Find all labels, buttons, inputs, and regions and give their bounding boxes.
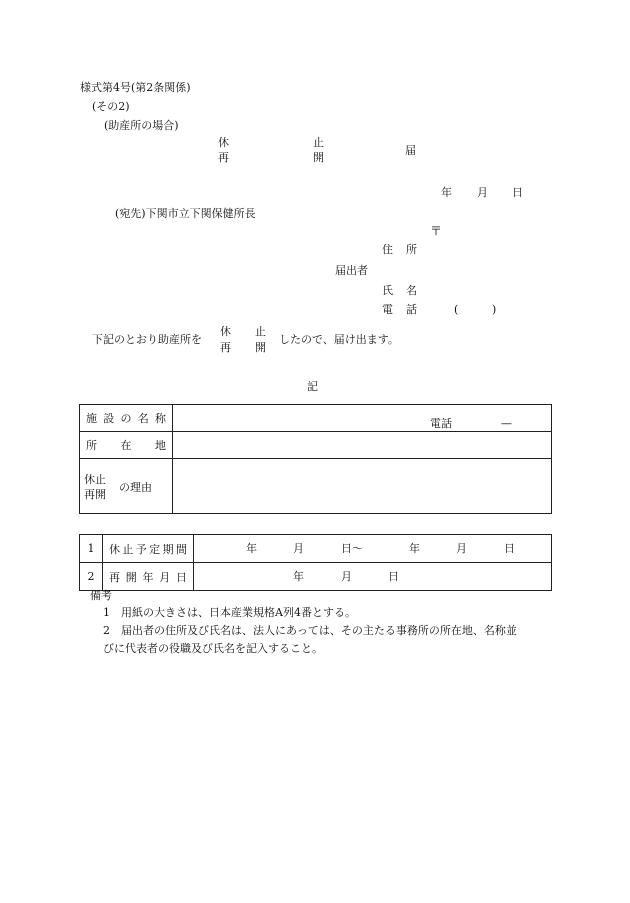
row1-number: 1 xyxy=(80,535,103,563)
row1-label: 休 止 予 定 期 間 xyxy=(109,542,187,556)
case-label: (助産所の場合) xyxy=(104,119,179,132)
row2-year: 年 xyxy=(293,570,304,583)
address-label-1: 住 xyxy=(382,243,393,256)
title-sai: 再 xyxy=(218,151,229,164)
reason-saikai: 再開 xyxy=(84,488,106,501)
phone-paren-open: ( xyxy=(454,303,459,316)
facility-phone-dash: — xyxy=(501,417,512,430)
reason-field[interactable] xyxy=(173,459,552,514)
row2-number: 2 xyxy=(80,563,103,591)
phone-label-2: 話 xyxy=(406,303,417,316)
statement-kai: 開 xyxy=(255,341,266,354)
date-year-label: 年 xyxy=(441,186,452,199)
reason-kyushi: 休止 xyxy=(84,473,106,486)
note-1: 1 用紙の大きさは、日本産業規格A列4番とする。 xyxy=(103,606,356,619)
reason-label-cell xyxy=(80,459,173,514)
row2-month: 月 xyxy=(341,570,352,583)
statement-suffix: したので、届け出ます。 xyxy=(279,333,399,346)
row1-period-field[interactable] xyxy=(194,535,552,563)
statement-sai: 再 xyxy=(220,341,231,354)
schedule-table xyxy=(79,534,552,591)
title-todoke: 届 xyxy=(405,144,416,157)
facility-name-field[interactable] xyxy=(173,405,552,432)
date-day-label: 日 xyxy=(512,186,523,199)
facility-name-label-cell xyxy=(80,405,173,432)
addressee: (宛先)下関市立下関保健所長 xyxy=(115,207,256,220)
row1-month2: 月 xyxy=(456,542,467,555)
row1-day2: 日 xyxy=(504,542,515,555)
note-2-line-1: 2 届出者の住所及び氏名は、法人にあっては、その主たる事務所の所在地、名称並 xyxy=(103,624,517,637)
sub-number: (その2) xyxy=(92,100,130,113)
form-number: 様式第4号(第2条関係) xyxy=(80,81,191,94)
address-label-2: 所 xyxy=(406,243,417,256)
facility-name-label: 施 設 の 名 称 xyxy=(86,412,166,425)
row2-label-cell xyxy=(103,563,194,591)
postal-mark: 〒 xyxy=(430,224,443,238)
location-field[interactable] xyxy=(173,432,552,459)
row1-year: 年 xyxy=(246,542,257,555)
row1-day-tilde: 日〜 xyxy=(341,542,363,555)
note-2-line-2: びに代表者の役職及び氏名を記入すること。 xyxy=(103,642,323,655)
reason-suffix: の理由 xyxy=(119,481,152,494)
row1-label-cell xyxy=(103,535,194,563)
title-kai: 開 xyxy=(313,151,324,164)
title-shi: 止 xyxy=(313,136,324,149)
facility-table xyxy=(79,404,552,514)
row2-date-field[interactable] xyxy=(194,563,552,591)
statement-shi: 止 xyxy=(255,325,266,338)
title-kyu: 休 xyxy=(218,136,229,149)
applicant-label: 届出者 xyxy=(335,264,368,277)
date-month-label: 月 xyxy=(477,186,488,199)
row1-month: 月 xyxy=(293,542,304,555)
name-label-2: 名 xyxy=(406,284,417,297)
phone-label-1: 電 xyxy=(382,303,393,316)
location-label: 所 在 地 xyxy=(86,439,166,452)
row2-label: 再 開 年 月 日 xyxy=(109,570,187,584)
location-label-cell xyxy=(80,432,173,459)
statement-prefix: 下記のとおり助産所を xyxy=(92,333,202,346)
row1-year2: 年 xyxy=(409,542,420,555)
notes-heading: 備考 xyxy=(90,589,112,602)
name-label-1: 氏 xyxy=(382,284,393,297)
phone-paren-close: ) xyxy=(492,303,497,316)
ki-label: 記 xyxy=(307,380,318,393)
row2-day: 日 xyxy=(388,570,399,583)
facility-phone-label: 電話 xyxy=(430,417,452,430)
statement-kyu: 休 xyxy=(220,325,231,338)
